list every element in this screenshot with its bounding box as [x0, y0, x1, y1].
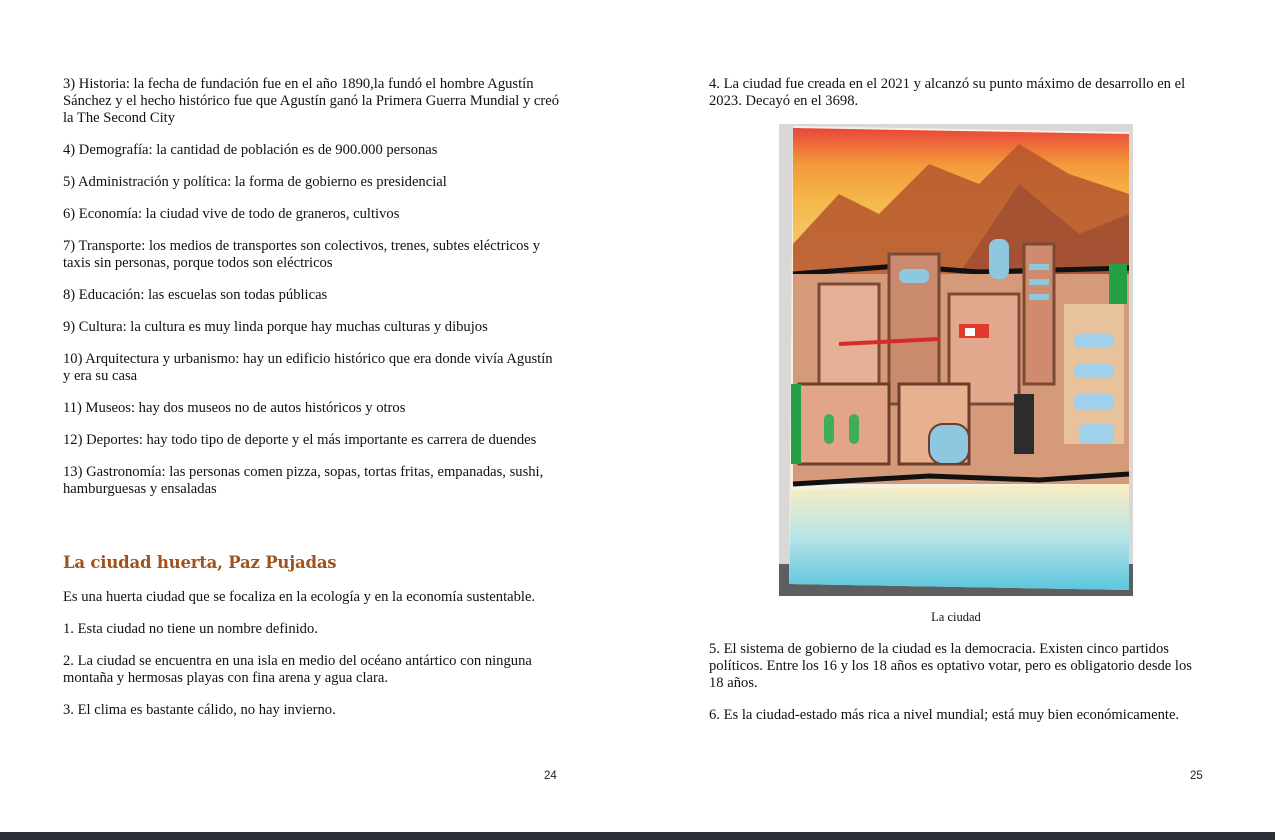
paragraph-gastronomia: 13) Gastronomía: las personas comen pizza, sopas, tortas fritas, empanadas, sushi, hamburguesas y ensaladas	[63, 464, 544, 497]
paragraph-economia: 6) Economía: la ciudad vive de todo de graneros, cultivos	[63, 206, 400, 222]
paragraph-cultura: 9) Cultura: la cultura es muy linda porque hay muchas culturas y dibujos	[63, 319, 488, 335]
paragraph-item-4: 4. La ciudad fue creada en el 2021 y alcanzó su punto máximo de desarrollo en el 2023. Decayó en el 3698.	[709, 76, 1186, 109]
figure-caption: La ciudad	[931, 610, 981, 624]
city-painting-figure	[779, 124, 1133, 596]
paragraph-educacion: 8) Educación: las escuelas son todas públicas	[63, 287, 328, 303]
paragraph-museos: 11) Museos: hay dos museos no de autos históricos y otros	[63, 400, 406, 416]
page-number-right: 25	[1190, 770, 1203, 782]
city-painting-image	[779, 124, 1133, 596]
right-column-top	[709, 76, 1209, 125]
section-heading: La ciudad huerta, Paz Pujadas	[63, 553, 337, 572]
paragraph-item-6: 6. Es la ciudad-estado más rica a nivel mundial; está muy bien económicamente.	[709, 707, 1180, 723]
paragraph-transporte: 7) Transporte: los medios de transportes son colectivos, trenes, subtes eléctricos y taxis sin personas, porque todos son eléctricos	[63, 238, 541, 271]
viewer-bottom-bar	[0, 832, 1275, 840]
paragraph-item-3: 3. El clima es bastante cálido, no hay invierno.	[63, 702, 336, 718]
page-number-left: 24	[544, 770, 557, 782]
paragraph-demografia: 4) Demografía: la cantidad de población es de 900.000 personas	[63, 142, 438, 158]
paragraph-arquitectura: 10) Arquitectura y urbanismo: hay un edificio histórico que era donde vivía Agustín y era su casa	[63, 351, 553, 384]
paragraph-deportes: 12) Deportes: hay todo tipo de deporte y el más importante es carrera de duendes	[63, 432, 537, 448]
left-column	[63, 76, 563, 734]
paragraph-item-2: 2. La ciudad se encuentra en una isla en medio del océano antártico con ninguna montaña y hermosas playas con fina arena y agua clara.	[63, 653, 532, 686]
right-column-bottom	[709, 641, 1209, 739]
paragraph-item-5: 5. El sistema de gobierno de la ciudad es la democracia. Existen cinco partidos políticos. Entre los 16 y los 18 años es optativo votar, pero es obligatorio desde los 18 años.	[709, 641, 1192, 691]
paragraph-administracion: 5) Administración y política: la forma de gobierno es presidencial	[63, 174, 447, 190]
paragraph-item-1: 1. Esta ciudad no tiene un nombre definido.	[63, 621, 318, 637]
paragraph-historia: 3) Historia: la fecha de fundación fue en el año 1890,la fundó el hombre Agustín Sánchez y el hecho histórico fue que Agustín ganó la Primera Guerra Mundial y creó la The Second City	[63, 76, 560, 126]
paragraph-intro: Es una huerta ciudad que se focaliza en la ecología y en la economía sustentable.	[63, 589, 536, 605]
